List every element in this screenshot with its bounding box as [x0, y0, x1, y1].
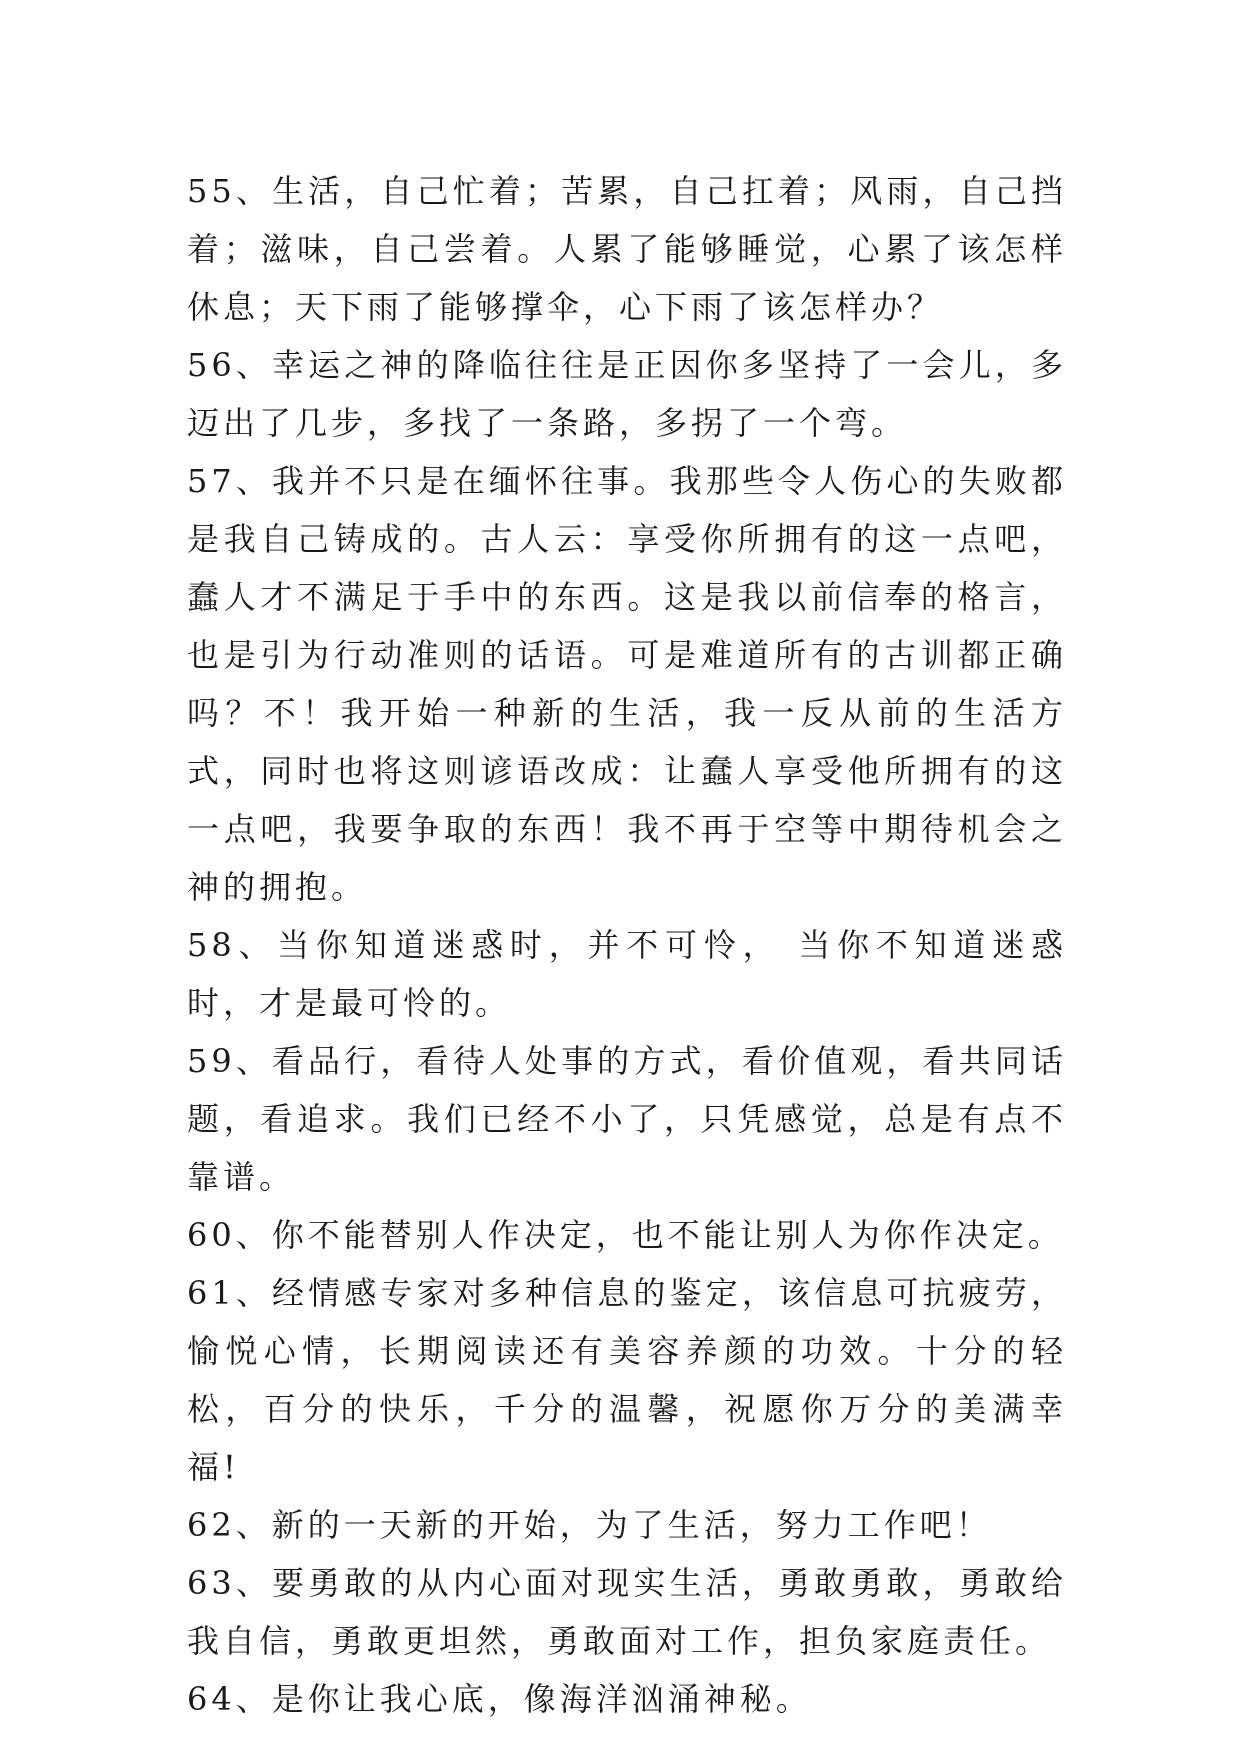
paragraph-58: 58、当你知道迷惑时，并不可怜， 当你不知道迷惑时，才是最可怜的。 [187, 926, 1067, 1022]
paragraph-60: 60、你不能替别人作决定，也不能让别人为你作决定。 [187, 1216, 1064, 1254]
paragraph-59: 59、看品行，看待人处事的方式，看价值观，看共同话题，看追求。我们已经不小了，只凭感觉，总是有点不靠谱。 [187, 1042, 1067, 1196]
paragraph-55: 55、生活，自己忙着；苦累，自己扛着；风雨，自己挡着；滋味，自己尝着。人累了能够睡觉，心累了该怎样休息；天下雨了能够撑伞，心下雨了该怎样办？ [187, 172, 1067, 326]
paragraph-64: 64、是你让我心底，像海洋汹涌神秘。 [187, 1680, 812, 1718]
paragraph-62: 62、新的一天新的开始，为了生活，努力工作吧！ [187, 1506, 992, 1544]
document-body [187, 162, 1067, 1728]
paragraph-61: 61、经情感专家对多种信息的鉴定，该信息可抗疲劳，愉悦心情，长期阅读还有美容养颜的功效。十分的轻松，百分的快乐，千分的温馨，祝愿你万分的美满幸福! [187, 1274, 1067, 1486]
paragraph-57: 57、我并不只是在缅怀往事。我那些令人伤心的失败都是我自己铸成的。古人云：享受你所拥有的这一点吧，蠢人才不满足于手中的东西。这是我以前信奉的格言，也是引为行动准则的话语。可是难道所有的古训都正确吗？不！我开始一种新的生活，我一反从前的生活方式，同时也将这则谚语改成：让蠢人享受他所拥有的这一点吧，我要争取的东西！我不再于空等中期待机会之神的拥抱。 [187, 462, 1067, 906]
paragraph-63: 63、要勇敢的从内心面对现实生活，勇敢勇敢，勇敢给我自信，勇敢更坦然，勇敢面对工作，担负家庭责任。 [187, 1564, 1067, 1660]
paragraph-56: 56、幸运之神的降临往往是正因你多坚持了一会儿，多迈出了几步，多找了一条路，多拐了一个弯。 [187, 346, 1067, 442]
